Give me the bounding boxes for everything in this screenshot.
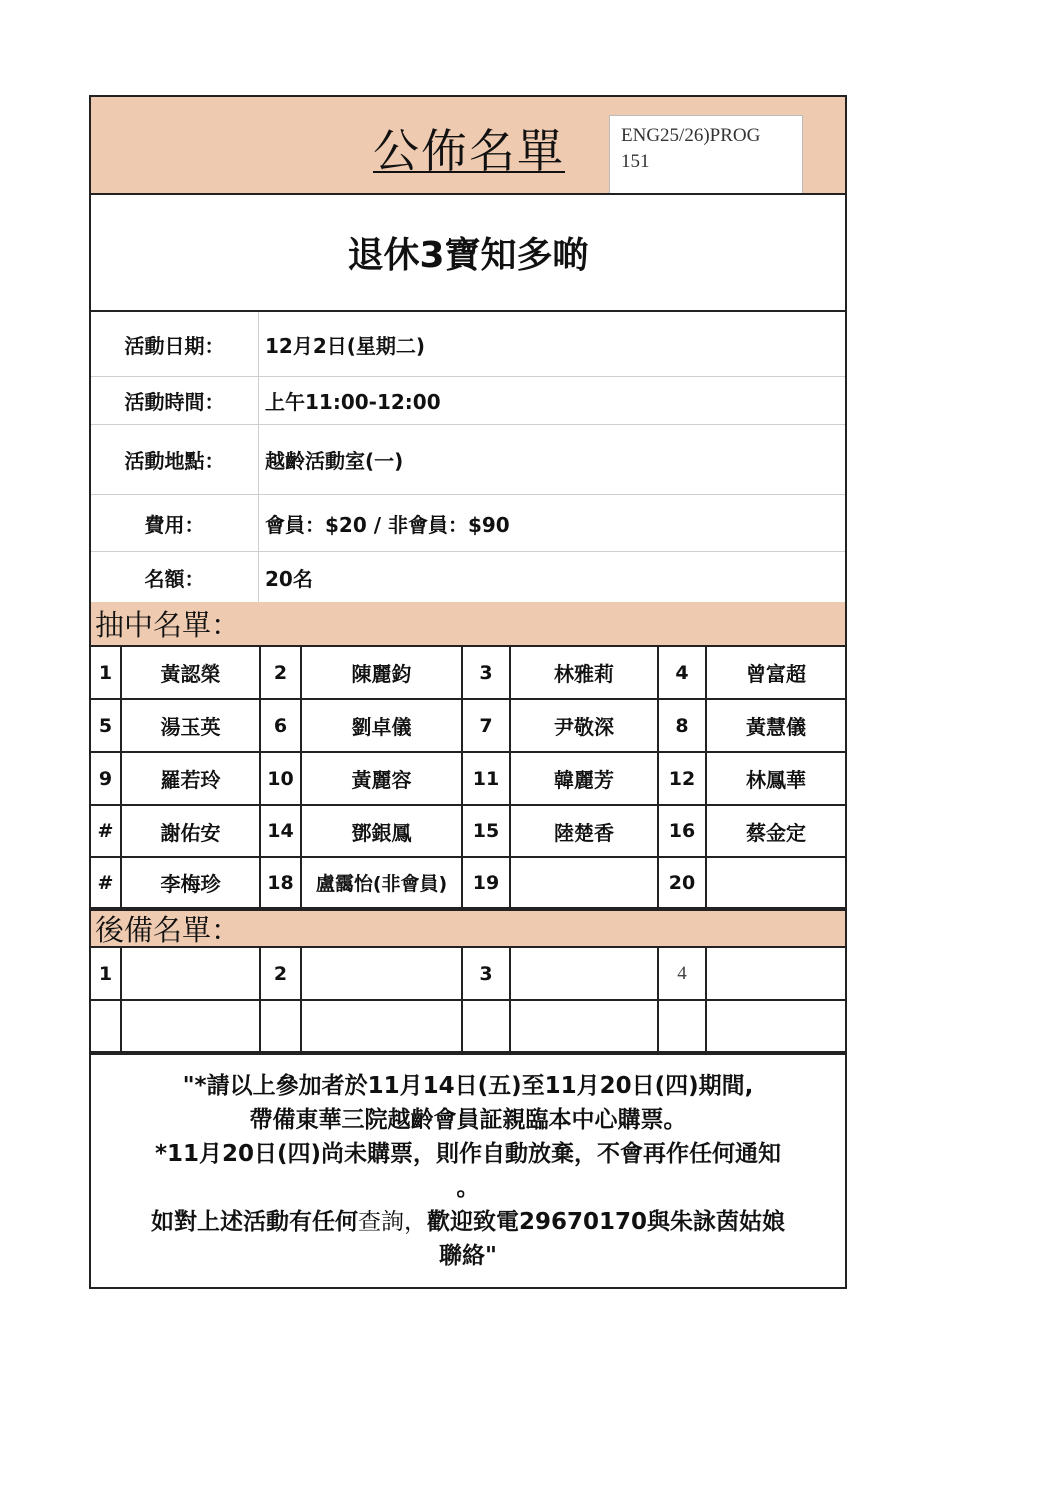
notes-block	[91, 1053, 845, 1287]
entry-number: 1	[91, 647, 121, 699]
entry-number	[260, 1000, 301, 1052]
table-row	[91, 752, 845, 805]
entry-number: 7	[462, 699, 510, 752]
info-label: 費用：	[91, 495, 259, 551]
entry-number: #	[91, 805, 121, 857]
entry-name: 蔡金定	[706, 805, 845, 857]
entry-number: 8	[658, 699, 706, 752]
info-label: 名額：	[91, 552, 259, 602]
entry-name: 曾富超	[706, 647, 845, 699]
entry-number: 9	[91, 752, 121, 805]
notes-line	[99, 1205, 837, 1239]
entry-number: 5	[91, 699, 121, 752]
entry-name: 黃慧儀	[706, 699, 845, 752]
notes-line: *11月20日(四)尚未購票，則作自動放棄，不會再作任何通知	[154, 1141, 782, 1167]
entry-number: 15	[462, 805, 510, 857]
entry-name: 林鳳華	[706, 752, 845, 805]
table-row	[91, 805, 845, 857]
entry-number: 18	[260, 857, 301, 908]
table-row	[91, 647, 845, 699]
entry-name	[301, 948, 462, 1000]
entry-name: 陸楚香	[510, 805, 658, 857]
entry-name: 韓麗芳	[510, 752, 658, 805]
entry-name	[706, 857, 845, 908]
entry-number: 10	[260, 752, 301, 805]
info-label: 活動日期：	[91, 312, 259, 376]
table-row	[91, 857, 845, 908]
program-code-line2: 151	[621, 151, 650, 172]
entry-name	[706, 1000, 845, 1052]
notes-text: 如對上述活動有任何	[150, 1209, 358, 1235]
table-row	[91, 699, 845, 752]
entry-number: 19	[462, 857, 510, 908]
entry-name	[301, 1000, 462, 1052]
notes-text: 查詢，	[357, 1209, 427, 1235]
entry-name	[510, 948, 658, 1000]
selected-list-heading: 抽中名單：	[91, 602, 845, 647]
title-band	[91, 97, 845, 195]
program-code-line1: ENG25/26)PROG	[621, 125, 761, 146]
event-title: 退休3寶知多啲	[91, 195, 845, 312]
entry-name: 尹敬深	[510, 699, 658, 752]
entry-name	[121, 1000, 260, 1052]
entry-number: 3	[462, 647, 510, 699]
info-value: 會員：$20 / 非會員：$90	[265, 512, 510, 537]
entry-number	[462, 1000, 510, 1052]
entry-number: 11	[462, 752, 510, 805]
entry-name: 黃麗容	[301, 752, 462, 805]
notes-line: 。	[456, 1175, 480, 1201]
info-value: 越齡活動室(一)	[265, 449, 404, 473]
selected-list-table	[91, 647, 845, 909]
info-row-time	[91, 377, 845, 425]
info-row-quota	[91, 552, 845, 602]
info-value: 12月2日(星期二)	[265, 333, 426, 358]
info-value: 上午11:00-12:00	[265, 390, 441, 414]
entry-number: 6	[260, 699, 301, 752]
entry-number: 2	[260, 647, 301, 699]
waitlist-table	[91, 948, 845, 1053]
entry-name: 鄧銀鳳	[301, 805, 462, 857]
entry-name: 陳麗鈞	[301, 647, 462, 699]
entry-name	[510, 1000, 658, 1052]
page-title: 公佈名單	[373, 124, 565, 178]
entry-name: 湯玉英	[121, 699, 260, 752]
entry-number: 4	[658, 647, 706, 699]
entry-number	[91, 1000, 121, 1052]
waitlist-heading: 後備名單：	[91, 909, 845, 948]
entry-number: #	[91, 857, 121, 908]
info-row-venue	[91, 425, 845, 495]
entry-name: 盧靄怡(非會員)	[301, 857, 462, 908]
entry-number: 4	[658, 948, 706, 1000]
info-label: 活動時間：	[91, 377, 259, 424]
notes-line: 帶備東華三院越齡會員証親臨本中心購票。	[249, 1107, 687, 1133]
info-value: 20名	[265, 566, 313, 591]
entry-name: 羅若玲	[121, 752, 260, 805]
entry-name: 李梅珍	[121, 857, 260, 908]
program-code-box	[609, 115, 803, 193]
entry-number: 2	[260, 948, 301, 1000]
entry-name	[706, 948, 845, 1000]
entry-name	[510, 857, 658, 908]
entry-name: 林雅莉	[510, 647, 658, 699]
notes-text: 歡迎致電29670170與朱詠茵姑娘	[426, 1209, 786, 1235]
table-row	[91, 1000, 845, 1052]
info-label: 活動地點：	[91, 425, 259, 494]
notes-line: 聯絡"	[439, 1243, 497, 1269]
entry-number: 16	[658, 805, 706, 857]
entry-number: 20	[658, 857, 706, 908]
notes-line: "*請以上參加者於11月14日(五)至11月20日(四)期間,	[182, 1073, 754, 1099]
entry-name: 謝佑安	[121, 805, 260, 857]
entry-number: 3	[462, 948, 510, 1000]
entry-number: 14	[260, 805, 301, 857]
entry-name: 黃認榮	[121, 647, 260, 699]
entry-number: 1	[91, 948, 121, 1000]
entry-name: 劉卓儀	[301, 699, 462, 752]
table-row	[91, 948, 845, 1000]
entry-name	[121, 948, 260, 1000]
entry-number: 12	[658, 752, 706, 805]
info-row-fee	[91, 495, 845, 552]
notice-sheet	[89, 95, 847, 1289]
info-row-date	[91, 312, 845, 377]
entry-number	[658, 1000, 706, 1052]
